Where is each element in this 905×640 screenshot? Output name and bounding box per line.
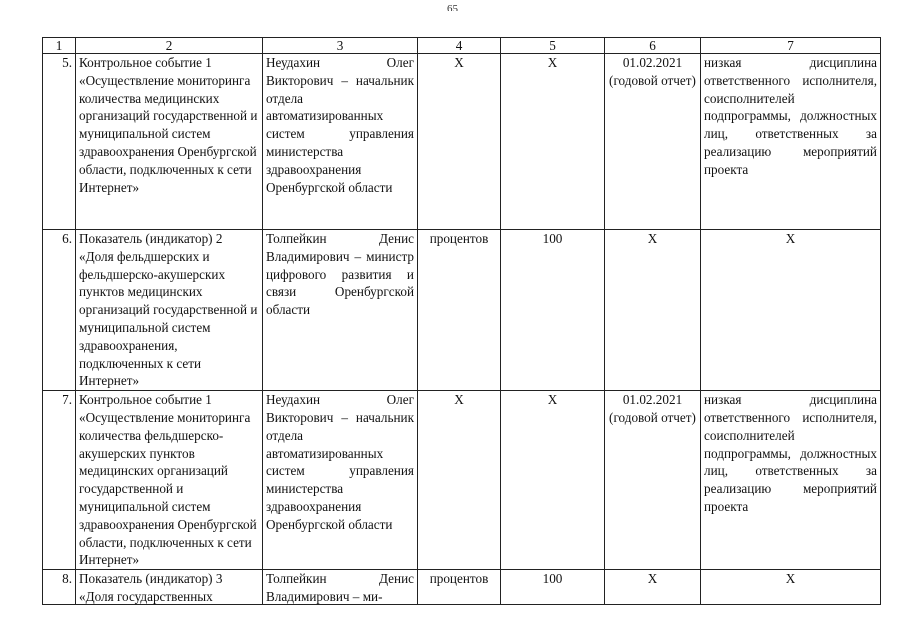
value-cell: X (501, 391, 605, 570)
table-row (43, 54, 881, 230)
responsible-cell (263, 570, 418, 605)
column-header: 4 (418, 38, 501, 54)
column-header: 1 (43, 38, 76, 54)
event-name-cell: Контрольное событие 1 «Осуществление мониторинга количества фельдшерско-акушерских пунктов медицинских организаций государственной и муниципальной систем здравоохранения Оренбургской области, подключенных к сети Интернет» (76, 391, 263, 570)
responsible-cell: Толпейкин Денис Владимирович – министр цифрового развития и связи Оренбургской области (263, 230, 418, 391)
responsible-cell: Неудахин Олег Викторович – начальник отдела автоматизированных систем управления министерства здравоохранения Оренбургской области (263, 54, 418, 230)
risk-cell: низкая дисциплина ответственного исполнителя, соисполнителей подпрограммы, должностных лиц, ответственных за реализацию мероприятий проекта (701, 54, 881, 230)
column-header: 7 (701, 38, 881, 54)
column-header: 6 (605, 38, 701, 54)
risk-cell: X (701, 570, 881, 605)
date-cell: 01.02.2021 (годовой отчет) (605, 54, 701, 230)
date-cell: X (605, 570, 701, 605)
column-header: 3 (263, 38, 418, 54)
unit-cell: процентов (418, 230, 501, 391)
table-header-row (43, 38, 881, 54)
value-cell: X (501, 54, 605, 230)
row-number: 5. (43, 54, 76, 230)
row-number: 6. (43, 230, 76, 391)
table-row (43, 391, 881, 570)
responsible-cell: Неудахин Олег Викторович – начальник отдела автоматизированных систем управления министерства здравоохранения Оренбургской области (263, 391, 418, 570)
page-number: 65 (447, 3, 458, 11)
date-cell: 01.02.2021 (годовой отчет) (605, 391, 701, 570)
column-header: 2 (76, 38, 263, 54)
event-name-cell: Контрольное событие 1 «Осуществление мониторинга количества медицинских организаций государственной и муниципальной систем здравоохранения Оренбургской области, подключенных к сети Интернет» (76, 54, 263, 230)
value-cell: 100 (501, 230, 605, 391)
unit-cell: процентов (418, 570, 501, 605)
value-cell: 100 (501, 570, 605, 605)
column-header: 5 (501, 38, 605, 54)
indicator-name-cell (76, 570, 263, 605)
unit-cell: X (418, 54, 501, 230)
indicator-name-text: Показатель (индикатор) 3 «Доля государственных (79, 571, 223, 604)
unit-cell: X (418, 391, 501, 570)
table-row (43, 570, 881, 605)
risk-cell: низкая дисциплина ответственного исполнителя, соисполнителей подпрограммы, должностных лиц, ответственных за реализацию мероприятий проекта (701, 391, 881, 570)
indicator-name-cell: Показатель (индикатор) 2 «Доля фельдшерских и фельдшерско-акушерских пунктов медицинских организаций государственной и муниципальной систем здравоохранения, подключенных к сети Интернет» (76, 230, 263, 391)
responsible-text: Толпейкин Денис Владимирович – ми- (266, 571, 414, 604)
table-row (43, 230, 881, 391)
row-number: 7. (43, 391, 76, 570)
document-table (42, 37, 881, 605)
row-number: 8. (43, 570, 76, 605)
risk-cell: X (701, 230, 881, 391)
date-cell: X (605, 230, 701, 391)
